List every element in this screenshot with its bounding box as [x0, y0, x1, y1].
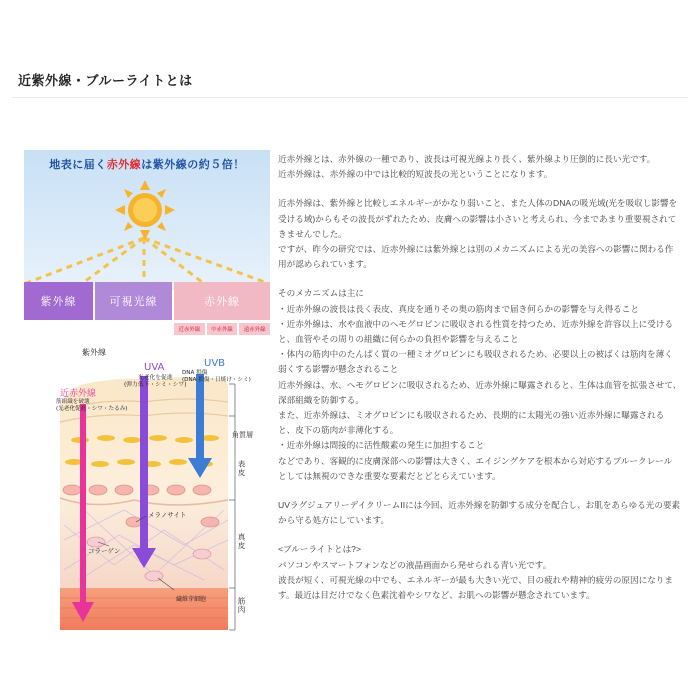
uvb-desc-line: (DNA 損傷・日焼け・シミ)	[182, 376, 251, 383]
uva-desc-line: (弾力低下・シミ・シワ)	[124, 382, 187, 389]
article-line: 近赤外線とは、赤外線の一種であり、波長は可視光線より長く、紫外線より圧倒的に長い光です。	[278, 154, 656, 164]
sub-band-mid-ir: 中赤外線	[207, 323, 238, 335]
band-ultraviolet: 紫外線	[24, 282, 93, 320]
paragraph-gap	[278, 484, 696, 498]
band-visible: 可視光線	[95, 282, 172, 320]
article-line: から守る処方にしています。	[278, 515, 390, 526]
article-line: そのメカニズムは主に	[278, 288, 364, 299]
near-infrared-label: 近赤外線	[60, 389, 97, 399]
uvb-description	[182, 370, 251, 384]
article-line: と、皮下の筋肉が非薄化する。	[278, 425, 399, 436]
article-line: ・近赤外線は間接的に活性酸素の発生に加担すること	[278, 440, 485, 451]
article-paragraph	[278, 498, 696, 528]
article-line: 受ける域)からもその波長がずれたため、皮膚への影響は小さいと考えられ、今まであまり重要視されて	[278, 213, 677, 224]
uva-description	[124, 375, 187, 389]
paragraph-gap	[278, 272, 696, 286]
article-line: 用が認められています。	[278, 259, 372, 270]
article-line: ・近赤外線の波長は長く表皮、真皮を通りその奥の筋肉まで届き何らかの影響を与え得ること	[278, 303, 639, 314]
article-line: と、血管やその周りの組織に何らかの負担や影響を与えること	[278, 334, 519, 345]
article-line: ですが、昨今の研究では、近赤外線には紫外線とは別のメカニズムによる光の美容への影響に関わる作	[278, 244, 674, 255]
article-line: <ブルーライトとは?>	[278, 544, 361, 555]
article-line: としては無視のできな重要な要素だとどとらえています。	[278, 470, 501, 481]
article-line: などであり、客観的に皮膚深部への影響は大きく、エイジングケアを根本から対応するブルークレール	[278, 455, 673, 466]
figure-heading-accent: 赤外線	[106, 158, 142, 171]
article-line: ・体内の筋肉中のたんぱく質の一種ミオグロビンにも吸収されるため、必要以上の被ばくは筋肉を薄く	[278, 349, 673, 360]
article-paragraph	[278, 286, 696, 484]
figure-heading-prefix: 地表に届く	[49, 158, 107, 171]
article-line: 弱くする影響が懸念されること	[278, 364, 399, 375]
article-line: 波長が短く、可視光線の中でも、エネルギーが最も大きい光で、目の疲れや精神的疲労の原因になりま	[278, 574, 673, 585]
skin-light-illustration	[24, 150, 270, 632]
article-body	[278, 152, 696, 603]
article-paragraph	[278, 152, 696, 182]
uva-label: UVA	[144, 362, 165, 373]
article-line: 近赤外線は、水、ヘモグロビンに吸収されるため、近赤外線に曝露されると、生体は血管を拡張させて、	[278, 379, 682, 390]
paragraph-gap	[278, 182, 696, 196]
dermis-label: 真皮	[237, 533, 246, 550]
figure-heading-suffix: は紫外線の約５倍！	[141, 158, 245, 171]
uvb-label: UVB	[204, 358, 226, 369]
sun-rays-icon	[24, 238, 270, 284]
collagen-label: コラーゲン	[88, 547, 121, 555]
article-line: パソコンやスマートフォンなどの液晶画面から発せられる青い光です。	[278, 559, 552, 570]
melanocyte-label: メラノサイト	[148, 511, 187, 519]
uva-desc-line: 光老化を促進	[137, 375, 173, 381]
title-divider	[12, 97, 688, 98]
near-infrared-description	[56, 399, 128, 414]
article-line: 近赤外線は、紫外線と比較しエネルギーがかなり弱いこと、また人体のDNAの吸光域(光を吸収し影響を	[278, 198, 678, 209]
uvb-desc-line: DNA 損傷	[182, 370, 208, 376]
article-paragraph	[278, 542, 696, 603]
article-line: また、近赤外線は、ミオグロビンにも吸収されるため、長期的に太陽光の強い近赤外線に曝露される	[278, 410, 665, 421]
sub-band-far-ir: 遠赤外線	[239, 323, 270, 335]
muscle-label: 筋肉	[237, 597, 246, 614]
nir-desc-line: (光老化促進・シワ・たるみ)	[56, 406, 128, 413]
uv-label: 紫外線	[82, 348, 106, 357]
article-line: 近赤外線は、赤外線の中では比較的短波長の光ということになります。	[278, 169, 553, 180]
sun-graphic	[24, 150, 270, 290]
fibroblast-label: 繊維芽細胞	[176, 596, 207, 603]
infrared-sub-bands	[174, 323, 270, 335]
sub-band-near-ir: 近赤外線	[174, 323, 205, 335]
article-line: UVラグジュアリーデイクリームIIには今回、近赤外線を防御する成分を配合し、お肌をあらゆる光の要素	[278, 500, 681, 511]
article-paragraph	[278, 196, 696, 272]
band-infrared: 赤外線	[174, 282, 270, 320]
paragraph-gap	[278, 528, 696, 542]
epidermis-label: 表皮	[237, 460, 246, 477]
nir-desc-line: 筋組織を破壊	[56, 399, 90, 405]
page-title: 近紫外線・ブルーライトとは	[18, 74, 193, 89]
article-line: ・近赤外線は、水や血液中のヘモグロビンに吸収される性質を持つため、近赤外線を許容以上に受ける	[278, 318, 673, 329]
article-line: きませんでした。	[278, 228, 347, 239]
article-line: 深部組織を防御する。	[278, 394, 364, 405]
stratum-corneum-label: 角質層	[232, 431, 253, 439]
article-line: す。最近は目だけでなく色素沈着やシワなど、お肌への影響が懸念されています。	[278, 590, 595, 601]
